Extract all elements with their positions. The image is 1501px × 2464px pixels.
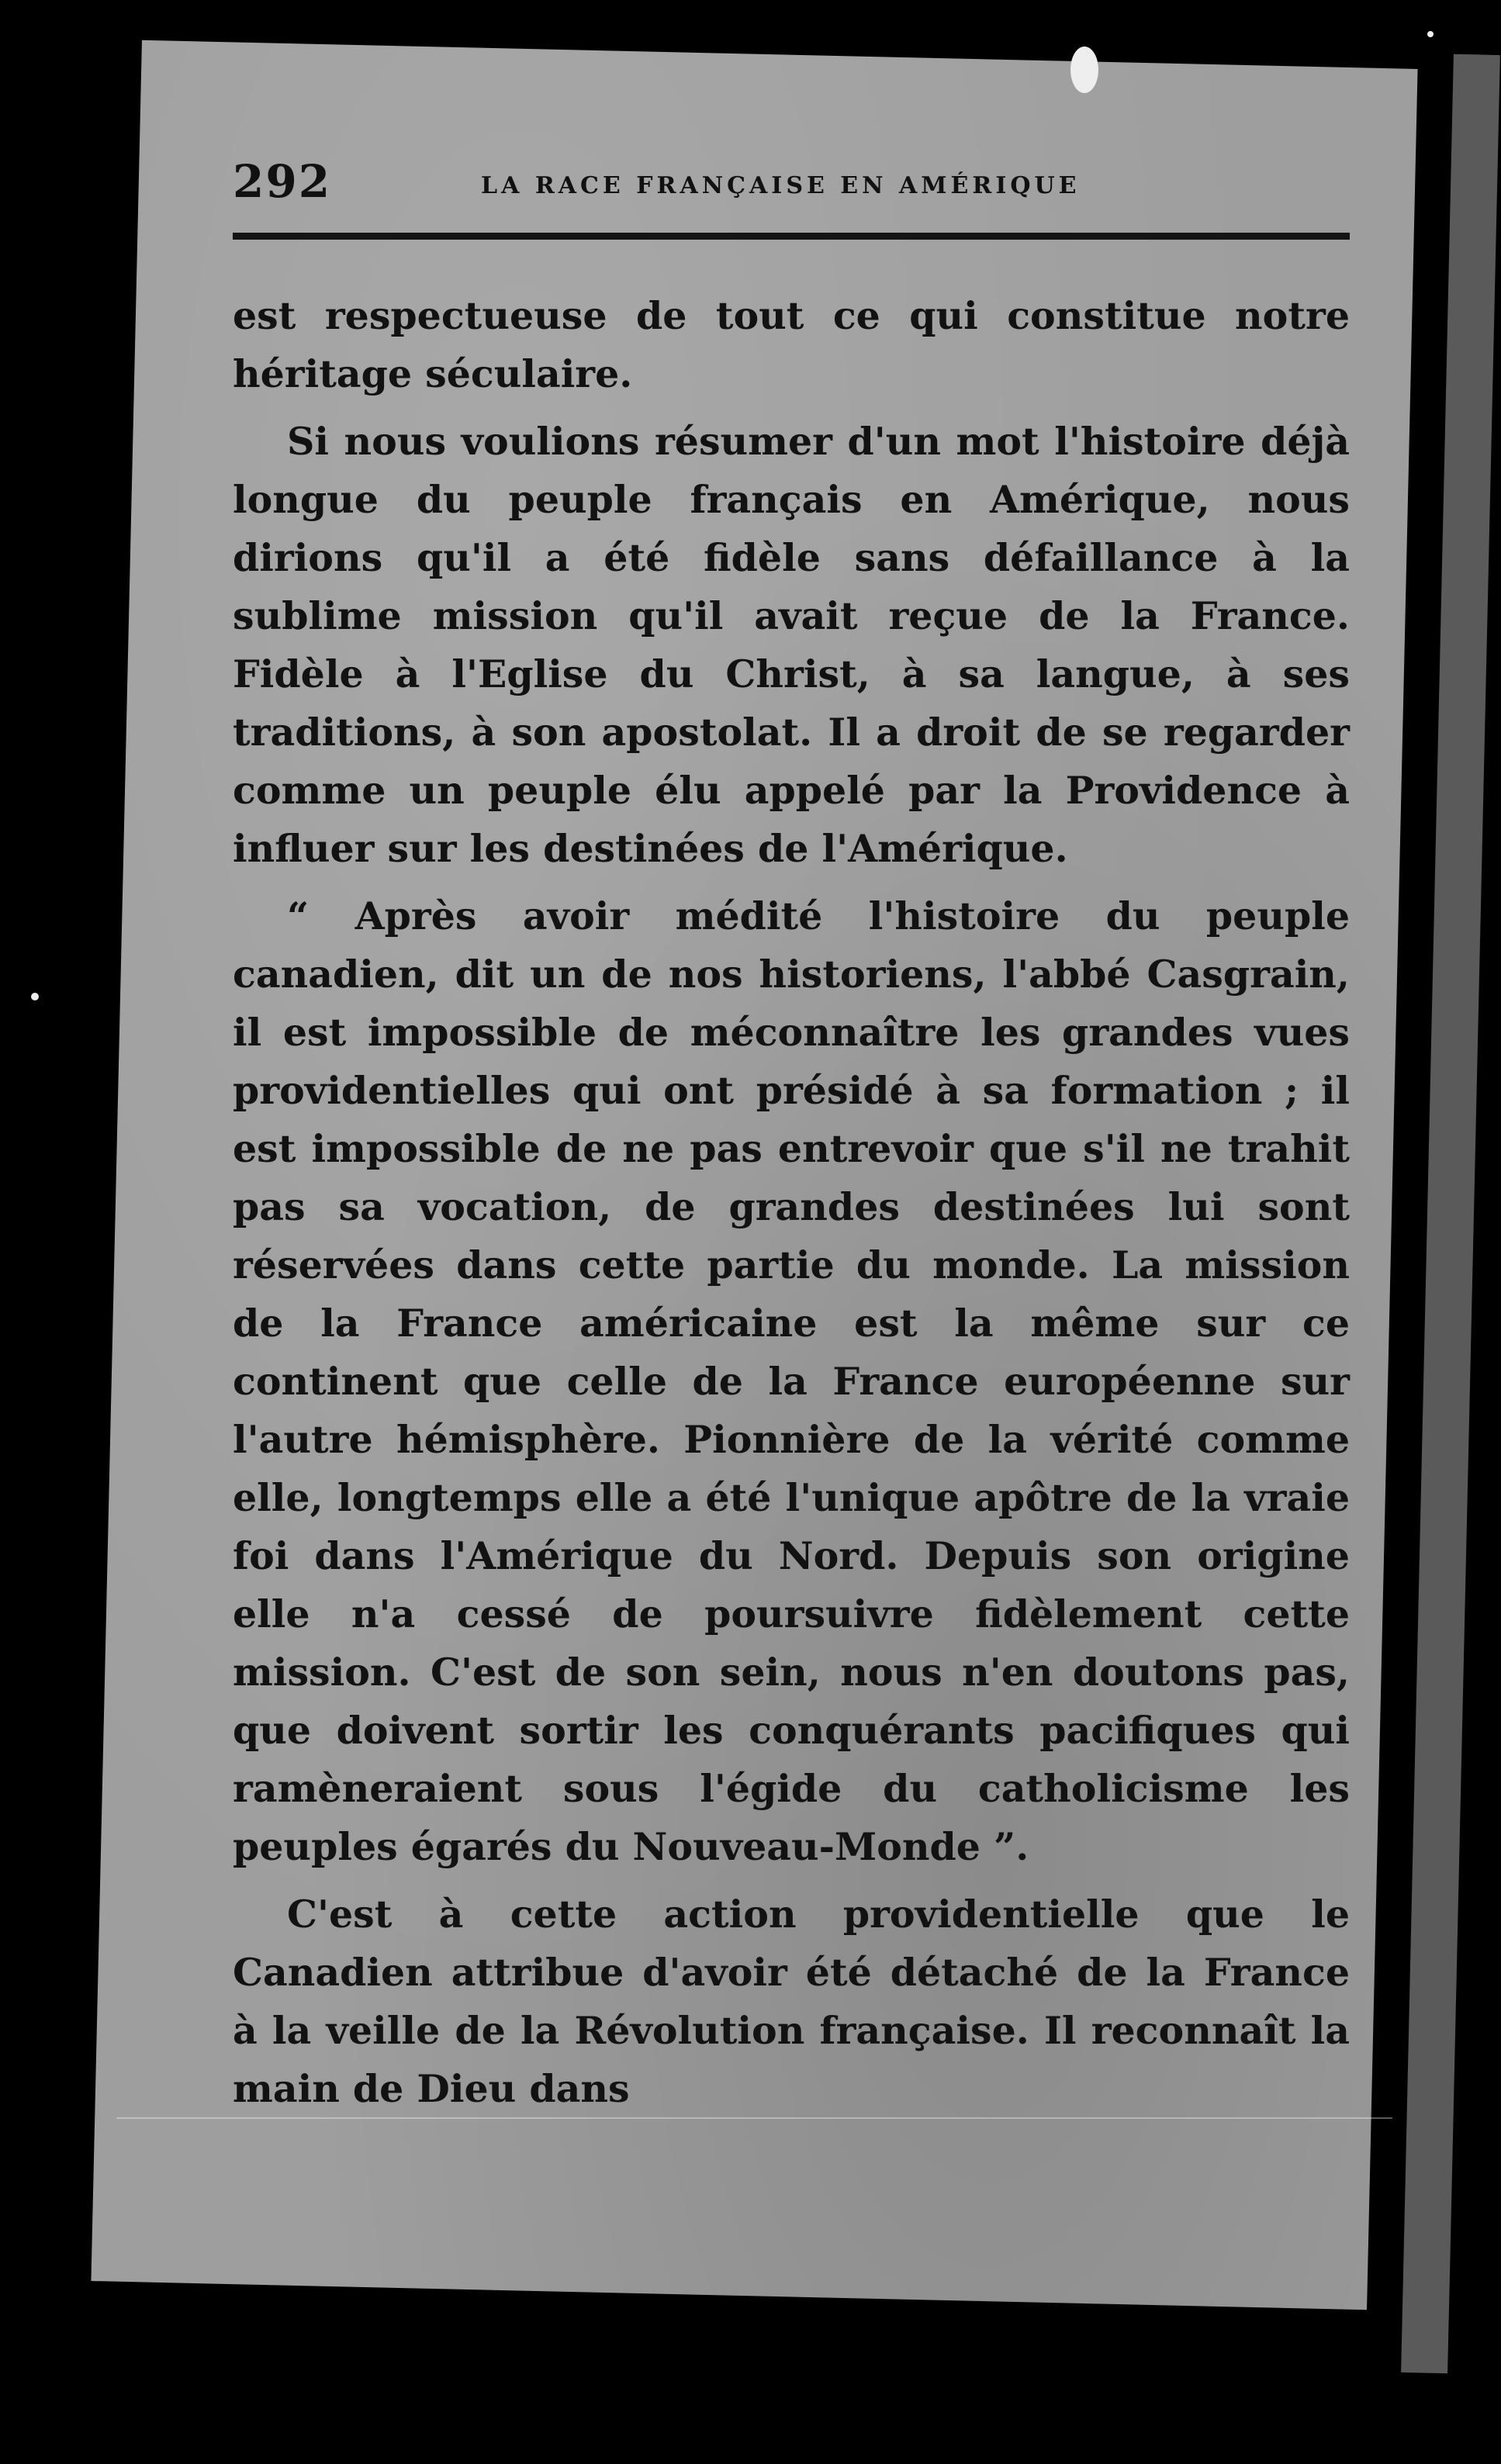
scan-speck [1427,31,1434,37]
paragraph-continuation: est respectueuse de tout ce qui constitue notre héritage séculaire. [233,293,1350,396]
page-header [233,155,1357,217]
body-text [233,287,1350,2118]
paragraph-quotation: “ Après avoir médité l'histoire du peuple canadien, dit un de nos historiens, l'abbé Casgrain, il est impossible de méconnaître les grandes vues providentielles qui ont présidé à sa formation ; il est impossible de ne pas entrevoir que s'il ne trahit pas sa vocation, de grandes destinées lui sont réservées dans cette partie du monde. La mission de la France américaine est la même sur ce continent que celle de la France européenne sur l'autre hémisphère. Pionnière de la vérité comme elle, longtemps elle a été l'unique apôtre de la vraie foi dans l'Amérique du Nord. Depuis son origine elle n'a cessé de poursuivre fidèlement cette mission. C'est de son sein, nous n'en doutons pas, que doivent sortir les conquérants pacifiques qui ramèneraient sous l'égide du catholicisme les peuples égarés du Nouveau-Monde ”. [233,893,1350,1869]
paragraph: C'est à cette action providentielle que le Canadien attribue d'avoir été détaché de la France à la veille de la Révolution française. Il reconnaît la main de Dieu dans [233,1892,1350,2111]
facing-page-edge [1401,54,1500,2374]
page-number: 292 [233,155,332,208]
scan-speck [1070,47,1098,93]
scan-speck [31,993,39,1000]
header-rule [233,233,1350,240]
running-title: LA RACE FRANÇAISE EN AMÉRIQUE [481,172,1081,199]
paragraph: Si nous voulions résumer d'un mot l'histoire déjà longue du peuple français en Amérique, nous dirions qu'il a été fidèle sans défaillance à la sublime mission qu'il avait reçue de la France. Fidèle à l'Eglise du Christ, à sa langue, à ses traditions, à son apostolat. Il a droit de se regarder comme un peuple élu appelé par la Providence à influer sur les destinées de l'Amérique. [233,419,1350,871]
